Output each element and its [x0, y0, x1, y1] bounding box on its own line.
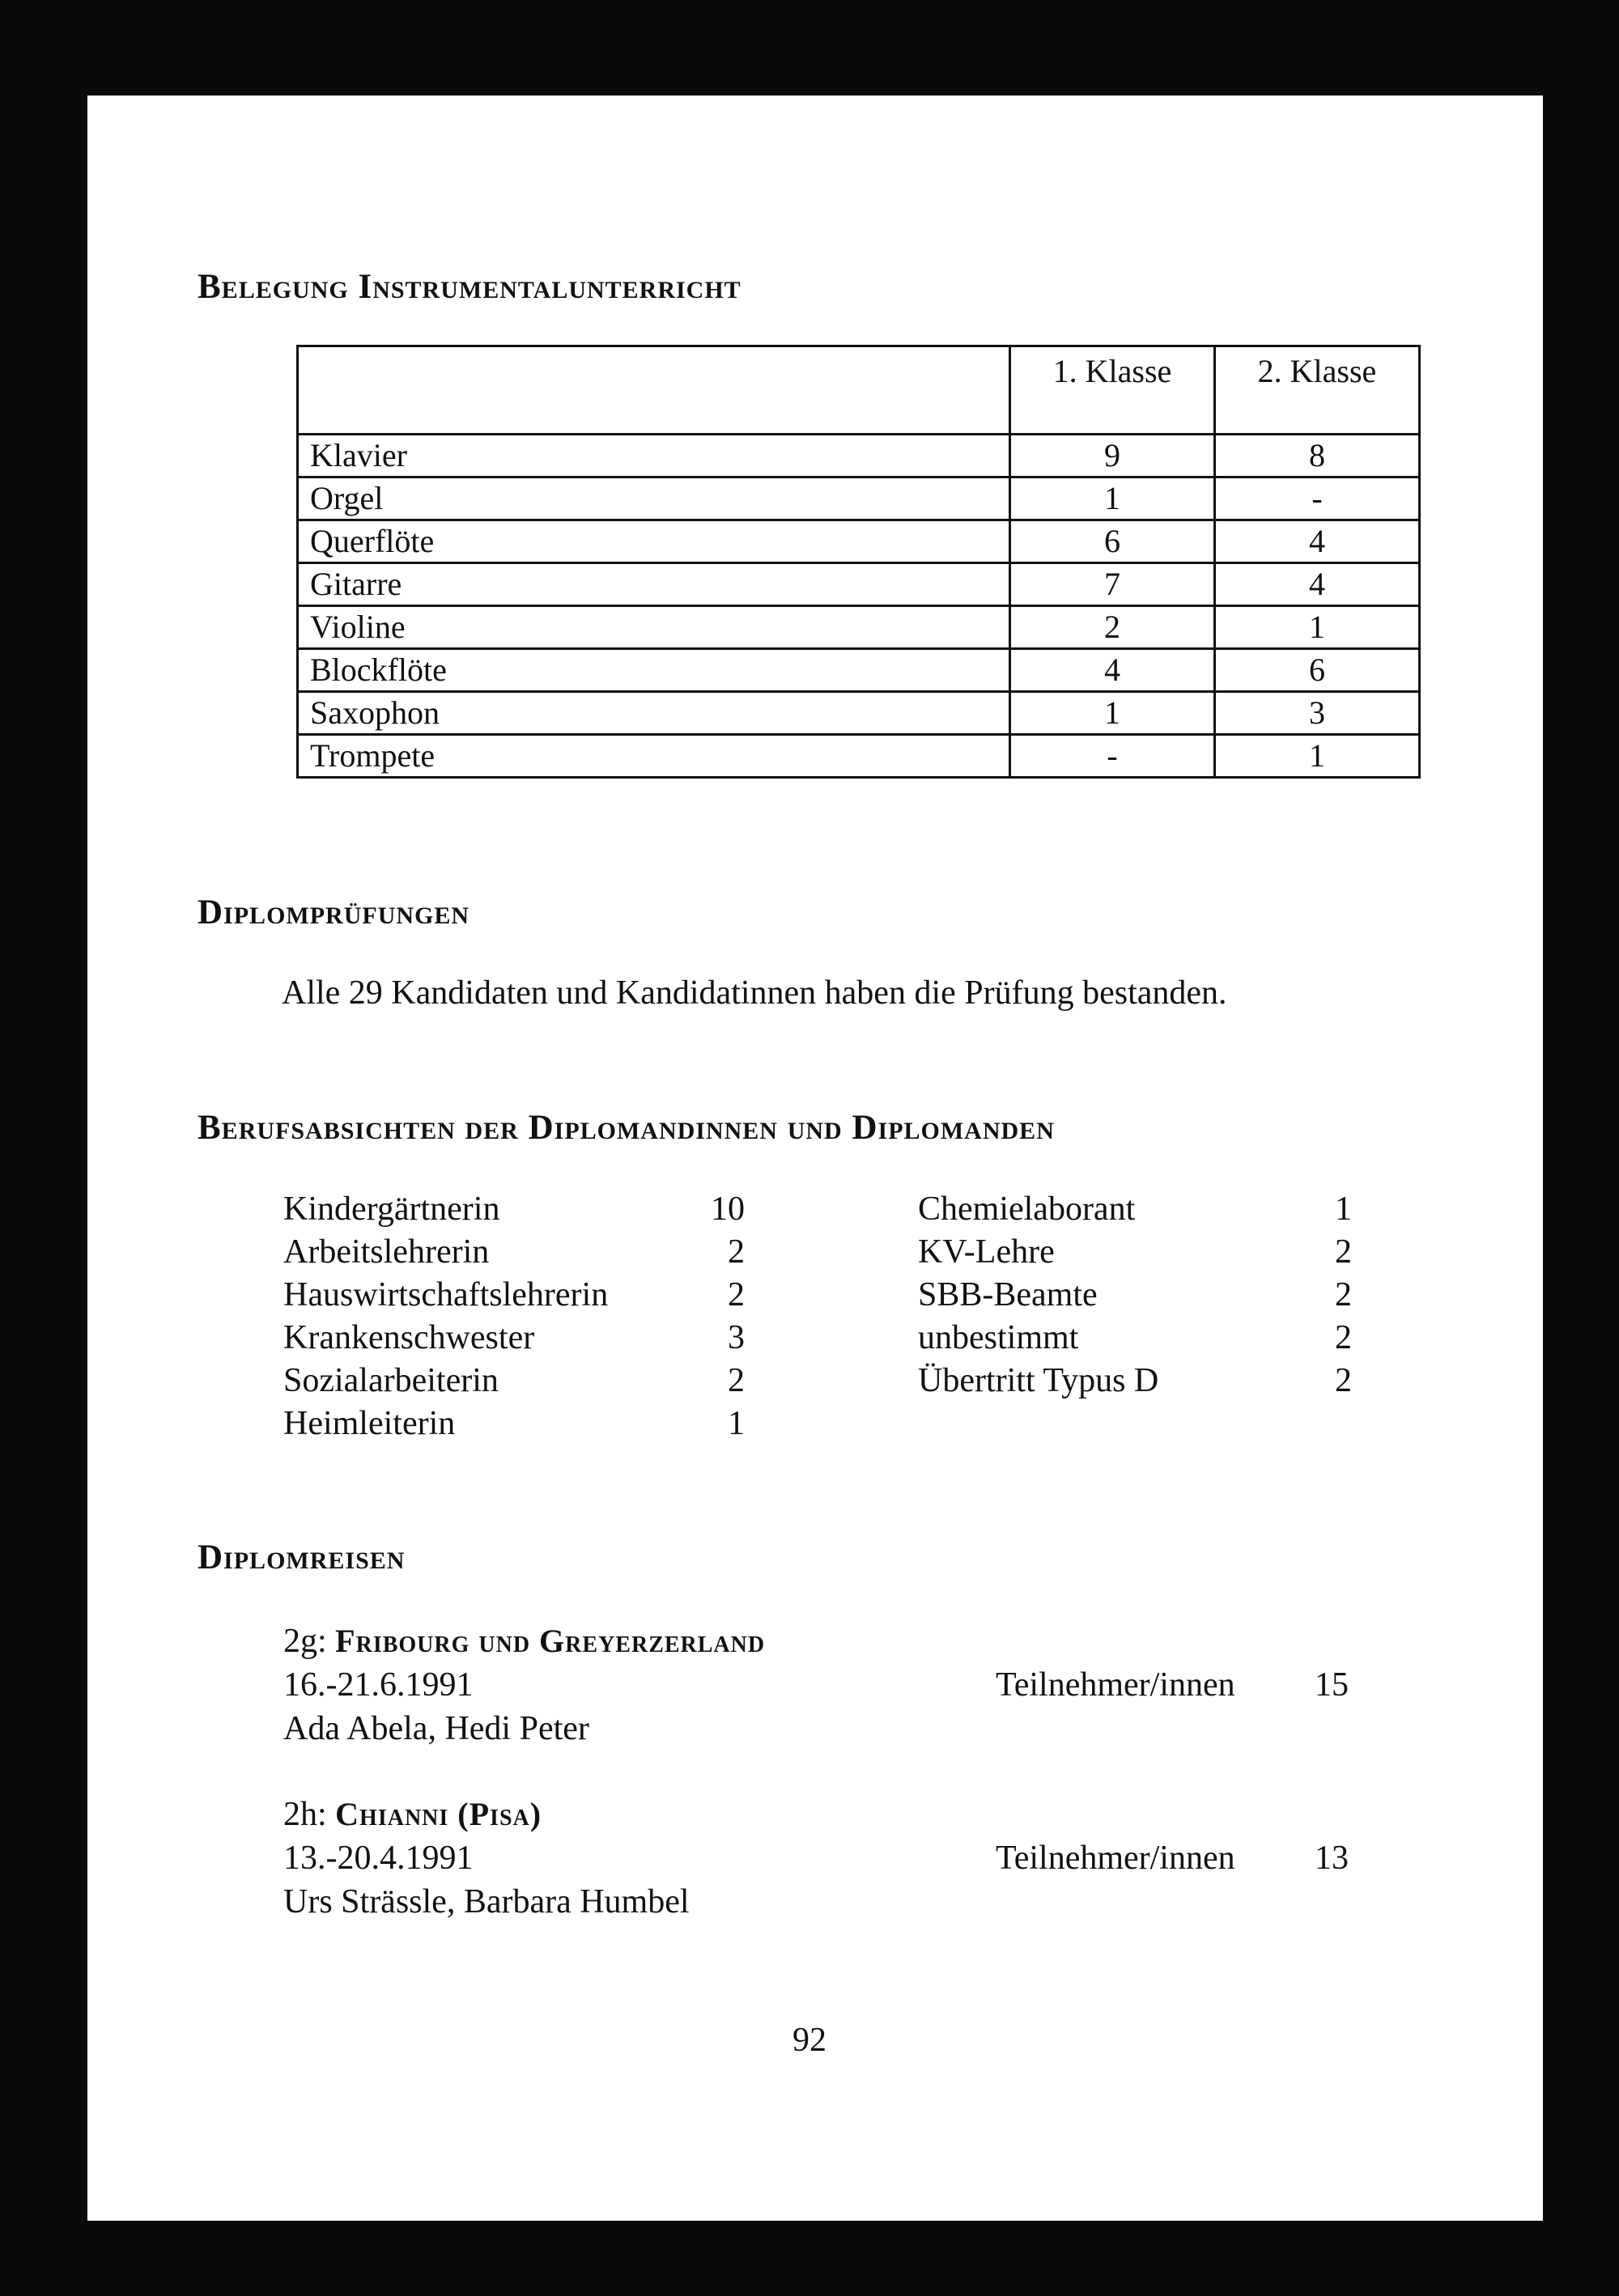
- count-klasse-2: -: [1215, 477, 1420, 520]
- count-klasse-1: -: [1010, 735, 1215, 778]
- list-item: [918, 1317, 1352, 1360]
- count-klasse-2: 3: [1215, 692, 1420, 735]
- diplom-result-text: Alle 29 Kandidaten und Kandidatinnen haben die Prüfung bestanden.: [282, 974, 1227, 1012]
- page-number: 92: [793, 2022, 826, 2059]
- count-klasse-1: 9: [1010, 435, 1215, 477]
- career-count: 3: [728, 1319, 745, 1356]
- career-label: Sozialarbeiterin: [283, 1362, 499, 1399]
- list-item: [283, 1274, 745, 1317]
- career-label: KV-Lehre: [918, 1233, 1055, 1271]
- career-label: Arbeitslehrerin: [283, 1233, 490, 1271]
- trip-leaders: Urs Strässle, Barbara Humbel: [283, 1883, 690, 1920]
- trip-destination: Chianni (Pisa): [335, 1796, 542, 1832]
- career-count: 2: [728, 1362, 745, 1399]
- table-row: [298, 735, 1420, 778]
- career-label: SBB-Beamte: [918, 1276, 1098, 1314]
- trip-participants-count: 13: [1315, 1840, 1349, 1877]
- career-label: unbestimmt: [918, 1319, 1079, 1356]
- trip-class: 2h:: [283, 1796, 327, 1833]
- career-count: 2: [728, 1233, 745, 1271]
- count-klasse-1: 1: [1010, 477, 1215, 520]
- count-klasse-1: 4: [1010, 649, 1215, 692]
- table-row: [298, 692, 1420, 735]
- trip-title: [283, 1795, 542, 1834]
- trip-dates: 13.-20.4.1991: [283, 1840, 474, 1877]
- career-count: 2: [1335, 1319, 1352, 1356]
- table-row: [298, 606, 1420, 649]
- trip-participants-label: Teilnehmer/innen: [996, 1840, 1235, 1877]
- career-label: Hauswirtschaftslehrerin: [283, 1276, 609, 1314]
- career-list-right: [918, 1188, 1352, 1403]
- trip-class: 2g:: [283, 1623, 327, 1660]
- career-count: 1: [728, 1405, 745, 1442]
- career-count: 2: [1335, 1276, 1352, 1314]
- trip-participants-count: 15: [1315, 1666, 1349, 1704]
- career-label: Chemielaborant: [918, 1190, 1136, 1228]
- instrument-name: Klavier: [298, 435, 1010, 477]
- count-klasse-1: 7: [1010, 563, 1215, 606]
- trip-leaders: Ada Abela, Hedi Peter: [283, 1710, 589, 1747]
- instrument-table: [296, 345, 1421, 779]
- heading-berufsabsichten: Berufsabsichten der Diplomandinnen und Diplomanden: [198, 1109, 1055, 1147]
- list-item: [918, 1360, 1352, 1403]
- instrument-name: Orgel: [298, 477, 1010, 520]
- career-count: 2: [1335, 1233, 1352, 1271]
- table-row: [298, 649, 1420, 692]
- list-item: [283, 1403, 745, 1445]
- list-item: [283, 1360, 745, 1403]
- count-klasse-1: 6: [1010, 520, 1215, 563]
- table-row: [298, 477, 1420, 520]
- count-klasse-2: 1: [1215, 735, 1420, 778]
- heading-diplompruefungen: Diplomprüfungen: [198, 893, 470, 932]
- career-count: 2: [1335, 1362, 1352, 1399]
- career-label: Krankenschwester: [283, 1319, 535, 1356]
- header-empty: [298, 346, 1010, 435]
- count-klasse-1: 1: [1010, 692, 1215, 735]
- career-count: 10: [711, 1190, 745, 1228]
- list-item: [283, 1231, 745, 1274]
- header-klasse-2: 2. Klasse: [1215, 346, 1420, 435]
- instrument-name: Querflöte: [298, 520, 1010, 563]
- table-row: [298, 520, 1420, 563]
- career-label: Heimleiterin: [283, 1405, 456, 1442]
- count-klasse-1: 2: [1010, 606, 1215, 649]
- instrument-name: Blockflöte: [298, 649, 1010, 692]
- count-klasse-2: 4: [1215, 563, 1420, 606]
- heading-instrumental: Belegung Instrumentalunterricht: [198, 268, 742, 306]
- career-count: 1: [1335, 1190, 1352, 1228]
- table-row: [298, 435, 1420, 477]
- instrument-name: Trompete: [298, 735, 1010, 778]
- instrument-name: Saxophon: [298, 692, 1010, 735]
- count-klasse-2: 4: [1215, 520, 1420, 563]
- instrument-name: Violine: [298, 606, 1010, 649]
- count-klasse-2: 6: [1215, 649, 1420, 692]
- heading-diplomreisen: Diplomreisen: [198, 1538, 406, 1577]
- trip-participants-label: Teilnehmer/innen: [996, 1666, 1235, 1704]
- list-item: [283, 1317, 745, 1360]
- table-header-row: [298, 346, 1420, 435]
- trip-dates: 16.-21.6.1991: [283, 1666, 474, 1704]
- list-item: [283, 1188, 745, 1231]
- count-klasse-2: 1: [1215, 606, 1420, 649]
- career-count: 2: [728, 1276, 745, 1314]
- list-item: [918, 1274, 1352, 1317]
- table-row: [298, 563, 1420, 606]
- trip-title: [283, 1622, 765, 1661]
- career-label: Übertritt Typus D: [918, 1362, 1159, 1399]
- career-list-left: [283, 1188, 745, 1445]
- count-klasse-2: 8: [1215, 435, 1420, 477]
- list-item: [918, 1231, 1352, 1274]
- instrument-name: Gitarre: [298, 563, 1010, 606]
- career-label: Kindergärtnerin: [283, 1190, 500, 1228]
- header-klasse-1: 1. Klasse: [1010, 346, 1215, 435]
- trip-destination: Fribourg und Greyerzerland: [335, 1623, 766, 1659]
- list-item: [918, 1188, 1352, 1231]
